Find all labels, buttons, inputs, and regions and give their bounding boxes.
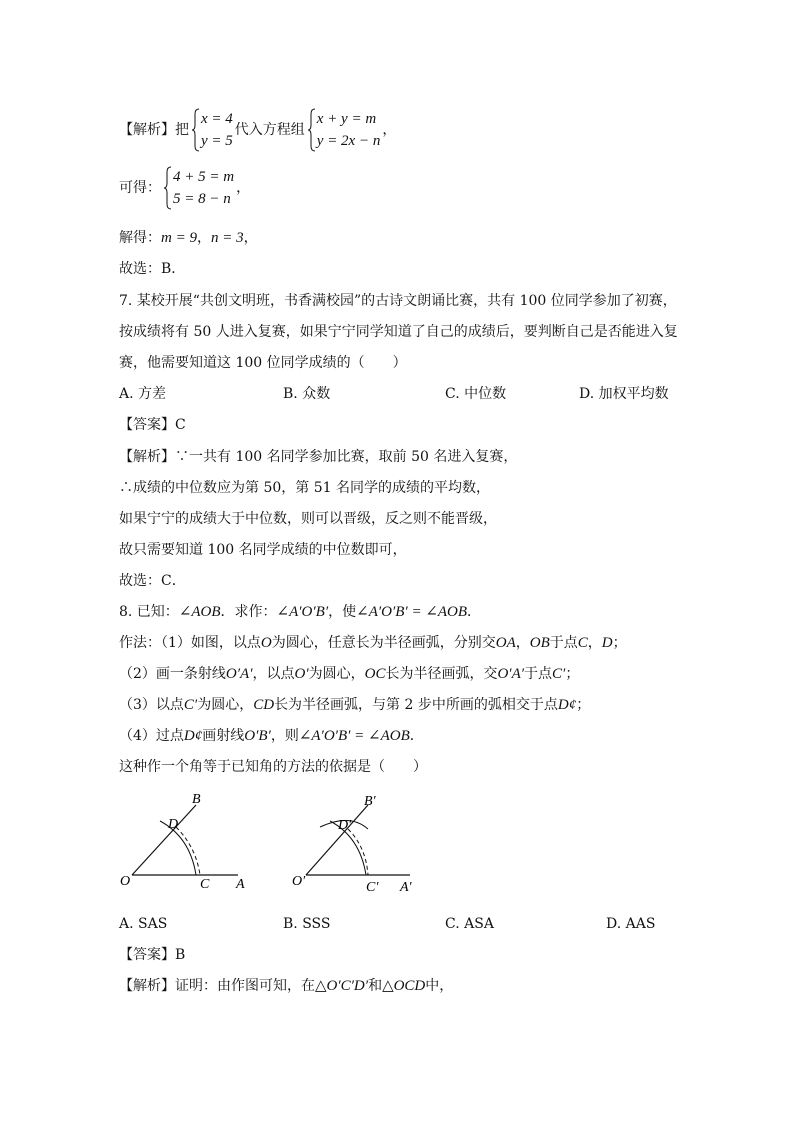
label-d-prime: D′ <box>338 818 352 833</box>
figure-original-angle <box>120 792 245 892</box>
construction-figures <box>110 785 430 900</box>
math: m = 9 <box>161 230 197 246</box>
text: ，以点 <box>252 666 295 682</box>
equation-system-1 <box>191 108 233 152</box>
q8-question: 这种作一个角等于已知角的方法的依据是（ ） <box>119 759 427 775</box>
text: ，使 <box>328 604 357 620</box>
text: ， <box>587 635 602 651</box>
text: ， <box>243 230 258 246</box>
math: △OCD <box>382 978 426 994</box>
text: ． <box>409 728 424 744</box>
q8-option-d: D. AAS <box>606 916 656 932</box>
text: 中， <box>425 978 454 994</box>
q7-explanation-3: 如果宁宁的成绩大于中位数，则可以晋级，反之则不能晋级， <box>119 511 497 527</box>
math: C′ <box>183 697 198 713</box>
math: ∠A′O′B′ <box>276 604 329 620</box>
math: O′A′ <box>497 666 525 682</box>
text: ． <box>467 604 482 620</box>
q8-option-a: A. SAS <box>119 916 168 932</box>
q7-stem-2: 按成绩将有 50 人进入复赛，如果宁宁同学知道了自己的成绩后，要判断自己是否能进入复 <box>119 324 678 340</box>
text: （2）画一条射线 <box>119 666 226 682</box>
label-a: A <box>236 877 245 892</box>
text: ； <box>612 635 627 651</box>
text: 作法：（1）如图，以点 <box>119 635 261 651</box>
text: ， <box>382 122 397 138</box>
label-b-prime: B′ <box>364 794 376 809</box>
q7-option-d: D. 加权平均数 <box>579 386 669 402</box>
q7-stem-1: 7. 某校开展“共创文明班，书香满校园”的古诗文朗诵比赛，共有 100 位同学参加了初赛， <box>119 293 677 309</box>
text: ， <box>236 180 251 196</box>
text: 于点 <box>549 635 578 651</box>
label-c-prime: C′ <box>366 880 379 895</box>
eq-row: x = 4 <box>201 111 233 127</box>
q8-answer: 【答案】B <box>119 947 186 963</box>
math: ∠A′O′B′ = ∠AOB <box>298 728 410 744</box>
q8-stem <box>119 603 481 621</box>
q8-step-4 <box>119 727 424 745</box>
q7-option-a: A. 方差 <box>119 386 167 402</box>
math: ∠AOB <box>178 604 221 620</box>
eq-row: 4 + 5 = m <box>173 169 235 185</box>
q6-solve-line <box>119 229 258 247</box>
q8-explanation <box>119 977 453 995</box>
q8-option-c: C. ASA <box>445 916 494 932</box>
math: O′ <box>294 666 309 682</box>
label-c: C <box>200 877 210 892</box>
text: 可得： <box>119 180 161 196</box>
math: CD <box>253 697 275 713</box>
eq-row: x + y = m <box>316 111 377 127</box>
text: 画射线 <box>202 728 245 744</box>
math: OC <box>364 666 386 682</box>
math: C <box>577 635 588 651</box>
math: ∠A′O′B′ = ∠AOB <box>356 604 468 620</box>
math: O <box>260 635 272 651</box>
text: 为圆心， <box>197 697 254 713</box>
figure-copied-angle <box>292 794 413 895</box>
q7-stem-3: 赛，他需要知道这 100 位同学成绩的（ ） <box>119 355 407 371</box>
equation-system-2 <box>307 108 381 152</box>
text: ； <box>565 666 580 682</box>
eq-row: y = 5 <box>201 133 233 149</box>
math: OA <box>495 635 516 651</box>
label-a-prime: A′ <box>400 880 412 895</box>
text: 8. 已知： <box>119 604 179 620</box>
math: O′B′ <box>244 728 271 744</box>
q6-kede-line <box>119 166 250 210</box>
text: 代入方程组 <box>234 122 305 138</box>
text: ，则 <box>270 728 299 744</box>
math: D <box>601 635 613 651</box>
label-o-prime: O′ <box>292 874 306 889</box>
label-d: D <box>168 817 179 832</box>
text: 为圆心， <box>308 666 365 682</box>
ray-o-prime-b-prime <box>306 805 368 875</box>
text: 于点 <box>524 666 553 682</box>
eq-row: y = 2x − n <box>316 133 381 149</box>
q7-explanation-1: 【解析】∵一共有 100 名同学参加比赛，取前 50 名进入复赛， <box>119 449 518 465</box>
q6-analysis-line <box>119 108 396 152</box>
math: D¢ <box>557 697 577 713</box>
math: C′ <box>552 666 566 682</box>
q7-option-c: C. 中位数 <box>445 386 507 402</box>
q6-choice: 故选：B． <box>119 261 186 277</box>
text: 解得： <box>119 230 161 246</box>
text: 和 <box>368 978 383 994</box>
q8-step-3 <box>119 696 590 714</box>
q7-answer: 【答案】C <box>119 417 186 433</box>
q7-choice: 故选：C． <box>119 573 186 589</box>
label-o: O <box>120 874 131 889</box>
text: ．求作： <box>220 604 277 620</box>
math: D¢ <box>183 728 203 744</box>
q8-step-2 <box>119 665 579 683</box>
math: △O′C′D′ <box>315 978 369 994</box>
text: 为圆心，任意长为半径画弧，分别交 <box>271 635 496 651</box>
text: 【解析】证明：由作图可知，在 <box>119 978 315 994</box>
q7-explanation-4: 故只需要知道 100 名同学成绩的中位数即可， <box>119 542 407 558</box>
q8-step-1 <box>119 634 627 652</box>
math: O′A′ <box>225 666 253 682</box>
dashed-chord <box>176 827 200 875</box>
eq-row: 5 = 8 − n <box>173 191 231 207</box>
math: OB <box>529 635 550 651</box>
q8-option-b: B. SSS <box>283 916 331 932</box>
text: （4）过点 <box>119 728 184 744</box>
text: （3）以点 <box>119 697 184 713</box>
q7-option-b: B. 众数 <box>283 386 331 402</box>
text: 长为半径画弧，交 <box>385 666 498 682</box>
q7-explanation-2: ∴成绩的中位数应为第 50，第 51 名同学的成绩的平均数， <box>119 480 490 496</box>
text: 长为半径画弧，与第 2 步中所画的弧相交于点 <box>274 697 558 713</box>
analysis-prefix: 【解析】把 <box>119 122 189 138</box>
math: n = 3 <box>210 230 244 246</box>
text: ， <box>515 635 530 651</box>
text: ； <box>576 697 591 713</box>
label-b: B <box>192 792 201 807</box>
text: ， <box>196 230 211 246</box>
equation-system-3 <box>163 166 234 210</box>
